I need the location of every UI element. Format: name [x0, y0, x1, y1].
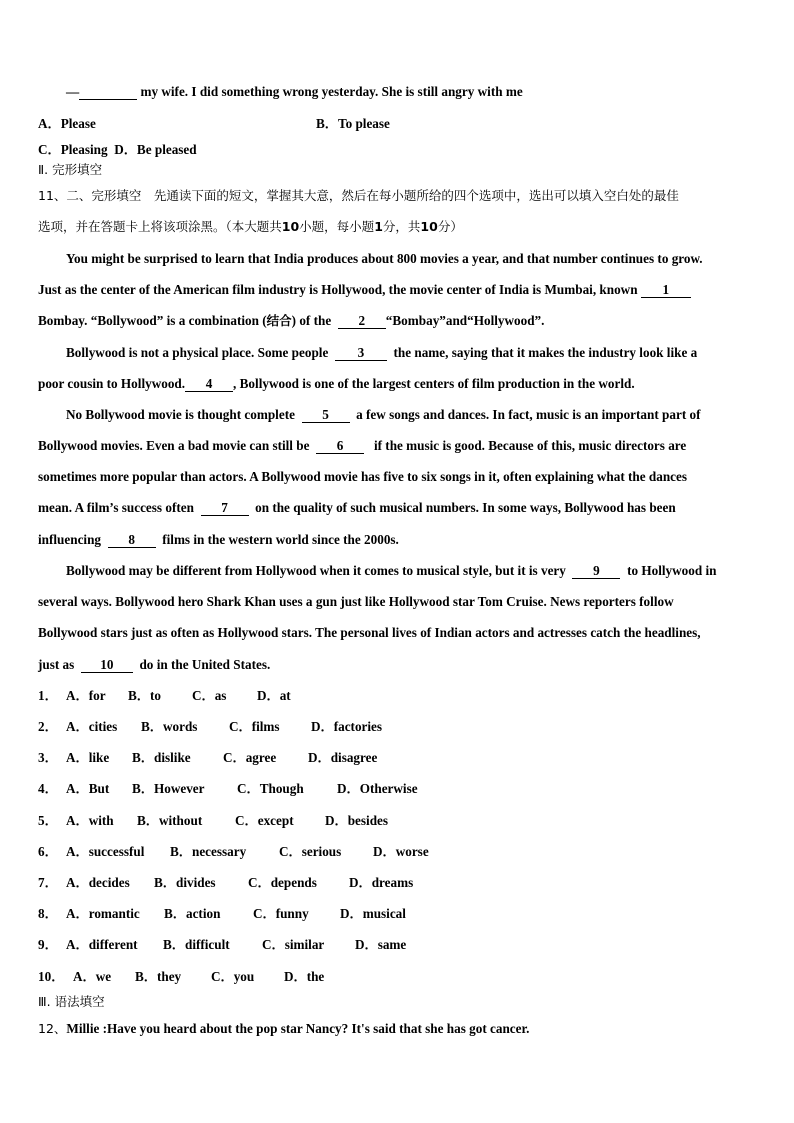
passage-p3-line5 — [38, 531, 758, 549]
option-number: 2． — [38, 719, 58, 734]
passage-text: Just as the center of the American film industry is Hollywood, the movie center of India is Mumbai, known — [38, 282, 638, 297]
option-c[interactable]: C．you — [211, 969, 255, 984]
passage-text: mean. A film’s success often — [38, 500, 194, 515]
option-c[interactable]: C．Though — [237, 781, 304, 796]
q12-line — [38, 1020, 758, 1038]
option-a[interactable]: A．decides — [66, 875, 130, 890]
passage-text: films in the western world since the 2000s. — [162, 532, 399, 547]
option-d[interactable]: D．the — [284, 969, 325, 984]
passage-text: just as — [38, 657, 75, 672]
option-number: 6． — [38, 844, 58, 859]
option-b[interactable]: B．necessary — [170, 844, 247, 859]
option-a[interactable]: A．with — [66, 813, 114, 828]
option-number: 9． — [38, 937, 58, 952]
passage-p3-line3: sometimes more popular than actors. A Bollywood movie has five to six songs in it, often explaining what the dances — [38, 469, 688, 484]
instr-text: 选项，并在答题卡上将该项涂黑。（本大题共 — [38, 219, 282, 234]
option-b[interactable]: B．to — [128, 688, 161, 703]
option-a[interactable]: A．cities — [66, 719, 118, 734]
option-a[interactable]: A．romantic — [66, 906, 140, 921]
blank-5: 5 — [302, 407, 350, 423]
q10-option-b: B．To please — [316, 116, 390, 131]
q11-instructions-line2 — [38, 218, 758, 236]
passage-text: influencing — [38, 532, 102, 547]
option-number: 4． — [38, 781, 58, 796]
option-c[interactable]: C．funny — [253, 906, 309, 921]
blank-3: 3 — [335, 345, 387, 361]
passage-text: do in the United States. — [139, 657, 271, 672]
option-number: 1． — [38, 688, 58, 703]
passage-p3-line4 — [38, 499, 758, 517]
q12-number: 12、 — [38, 1021, 67, 1036]
passage-p4-line4 — [38, 656, 758, 674]
option-d[interactable]: D．at — [257, 688, 291, 703]
passage-p2-line2 — [38, 375, 758, 393]
option-b[interactable]: B．However — [132, 781, 205, 796]
option-a[interactable]: A．like — [66, 750, 110, 765]
option-d[interactable]: D．Otherwise — [337, 781, 418, 796]
q11-instructions-line1: 11、二、完形填空 先通读下面的短文，掌握其大意，然后在每小题所给的四个选项中，选出可以填入空白处的最佳 — [38, 188, 679, 203]
instr-text: 分） — [437, 219, 463, 234]
blank-6: 6 — [316, 438, 364, 454]
option-b[interactable]: B．words — [141, 719, 198, 734]
option-d[interactable]: D．worse — [373, 844, 429, 859]
blank-8: 8 — [108, 532, 156, 548]
blank-10: 10 — [81, 657, 133, 673]
instr-total: 10 — [420, 219, 438, 234]
blank-4: 4 — [185, 376, 233, 392]
passage-p1-line1: You might be surprised to learn that India produces about 800 movies a year, and that number continues to grow. — [66, 251, 703, 266]
section-2-title: Ⅱ. 完形填空 — [38, 162, 103, 177]
option-c[interactable]: C．as — [192, 688, 227, 703]
section-3-title: Ⅲ. 语法填空 — [38, 994, 105, 1009]
blank-7: 7 — [201, 500, 249, 516]
q10-option-d: D．Be pleased — [114, 142, 197, 157]
option-a[interactable]: A．different — [66, 937, 138, 952]
q10-options-row2 — [38, 141, 758, 159]
q12-text: Millie :Have you heard about the pop star Nancy? It's said that she has got cancer. — [66, 1021, 530, 1036]
option-number: 5． — [38, 813, 58, 828]
passage-p2-line1 — [66, 344, 758, 362]
dash: — — [66, 84, 80, 99]
q10-option-c: C．Pleasing — [38, 142, 108, 157]
blank-9: 9 — [572, 563, 620, 579]
passage-text: Bollywood movies. Even a bad movie can still be — [38, 438, 310, 453]
option-a[interactable]: A．we — [73, 969, 112, 984]
passage-text-cn: 结合 — [266, 313, 292, 328]
option-d[interactable]: D．besides — [325, 813, 389, 828]
passage-text: Bombay. “Bollywood” is a combination ( — [38, 313, 267, 328]
passage-p1-line2 — [38, 281, 758, 299]
option-d[interactable]: D．dreams — [349, 875, 414, 890]
passage-text: the name, saying that it makes the industry look like a — [393, 345, 698, 360]
option-b[interactable]: B．difficult — [163, 937, 230, 952]
option-a[interactable]: A．for — [66, 688, 106, 703]
blank-2: 2 — [338, 313, 386, 329]
instr-count: 10 — [281, 219, 300, 234]
passage-p4-line3: Bollywood stars just as often as Hollywood stars. The personal lives of Indian actors and actresses catch the headlines, — [38, 625, 701, 640]
q10-prompt — [66, 83, 786, 101]
option-b[interactable]: B．dislike — [132, 750, 191, 765]
instr-text: 分，共 — [382, 219, 421, 234]
option-c[interactable]: C．except — [235, 813, 294, 828]
q10-options-row1 — [38, 115, 758, 133]
passage-text: “Bombay”and“Hollywood”. — [385, 313, 545, 328]
passage-p3-line2 — [38, 437, 758, 455]
option-b[interactable]: B．they — [135, 969, 182, 984]
option-a[interactable]: A．successful — [66, 844, 145, 859]
passage-text: Bollywood is not a physical place. Some people — [66, 345, 329, 360]
option-d[interactable]: D．factories — [311, 719, 383, 734]
option-d[interactable]: D．musical — [340, 906, 406, 921]
passage-text: Bollywood may be different from Hollywood when it comes to musical style, but it is very — [66, 563, 566, 578]
passage-text: , Bollywood is one of the largest centers of film production in the world. — [233, 376, 635, 391]
passage-p1-line3 — [38, 312, 758, 330]
passage-text: if the music is good. Because of this, music directors are — [373, 438, 687, 453]
passage-text: ) of the — [291, 313, 332, 328]
option-b[interactable]: B．without — [137, 813, 203, 828]
option-c[interactable]: C．agree — [223, 750, 277, 765]
option-number: 7． — [38, 875, 58, 890]
passage-text: a few songs and dances. In fact, music is an important part of — [356, 407, 701, 422]
passage-text: No Bollywood movie is thought complete — [66, 407, 295, 422]
option-d[interactable]: D．disagree — [308, 750, 378, 765]
passage-text: on the quality of such musical numbers. In some ways, Bollywood has been — [255, 500, 676, 515]
blank-1: 1 — [641, 282, 691, 298]
option-c[interactable]: C．serious — [279, 844, 342, 859]
option-c[interactable]: C．similar — [262, 937, 325, 952]
instr-points: 1 — [374, 219, 383, 234]
option-number: 3． — [38, 750, 58, 765]
option-b[interactable]: B．divides — [154, 875, 216, 890]
option-b[interactable]: B．action — [164, 906, 221, 921]
option-d[interactable]: D．same — [355, 937, 407, 952]
q10-blank — [79, 84, 137, 100]
q10-prompt-text: my wife. I did something wrong yesterday. She is still angry with me — [137, 84, 523, 99]
instr-text: 小题，每小题 — [299, 219, 375, 234]
option-a[interactable]: A．But — [66, 781, 110, 796]
option-c[interactable]: C．depends — [248, 875, 317, 890]
passage-text: to Hollywood in — [627, 563, 717, 578]
passage-p4-line2: several ways. Bollywood hero Shark Khan uses a gun just like Hollywood star Tom Cruise. News reporters follow — [38, 594, 674, 609]
passage-p4-line1 — [66, 562, 758, 580]
option-c[interactable]: C．films — [229, 719, 280, 734]
passage-text: poor cousin to Hollywood. — [38, 376, 186, 391]
option-number: 8． — [38, 906, 58, 921]
passage-p3-line1 — [66, 406, 758, 424]
q10-option-a: A．Please — [38, 116, 96, 131]
option-number: 10． — [38, 969, 65, 984]
